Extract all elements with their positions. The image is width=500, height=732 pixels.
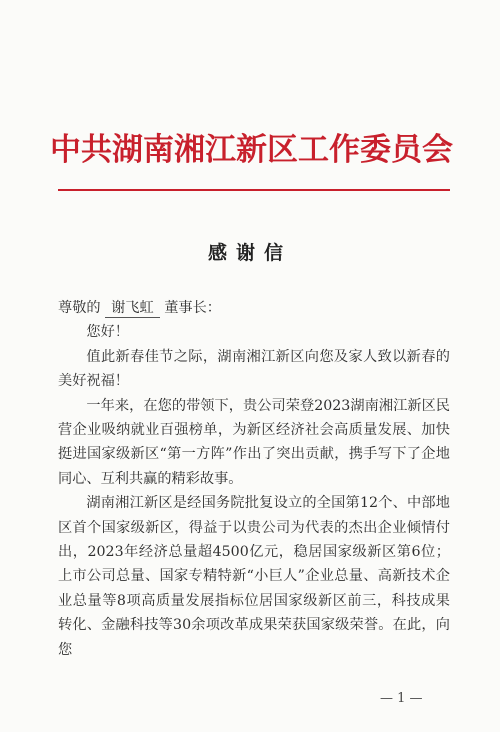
header-red-rule (58, 189, 450, 191)
page-number: — 1 — (380, 691, 423, 706)
letter-body (58, 296, 450, 662)
paragraph-3: 湖南湘江新区是经国务院批复设立的全国第12个、中部地区首个国家级新区，得益于以贵公司为代表的杰出企业倾情付出，2023年经济总量超4500亿元，稳居国家级新区第6位；上市公司总量、国家专精特新“小巨人”企业总量、高新技术企业总量等8项高质量发展指标位居国家级新区前三，科技成果转化、金融科技等30余项改革成果荣获国家级荣誉。在此，向您 (58, 495, 450, 658)
letter-title: 感谢信 (207, 242, 292, 264)
salutation (58, 296, 450, 320)
paragraph-1: 值此新春佳节之际，湖南湘江新区向您及家人致以新春的美好祝福！ (58, 348, 450, 390)
salutation-prefix: 尊敬的 (58, 300, 101, 316)
salutation-suffix: 董事长： (164, 300, 221, 316)
recipient-name: 谢飞虹 (105, 299, 160, 318)
paragraph-2: 一年来，在您的带领下，贵公司荣登2023湖南湘江新区民营企业吸纳就业百强榜单，为新区经济社会高质量发展、加快挺进国家级新区“第一方阵”作出了突出贡献，携手写下了企地同心、互利共赢的精彩故事。 (58, 397, 450, 487)
greeting: 您好！ (86, 324, 129, 341)
organization-header: 中共湖南湘江新区工作委员会 (50, 132, 453, 168)
